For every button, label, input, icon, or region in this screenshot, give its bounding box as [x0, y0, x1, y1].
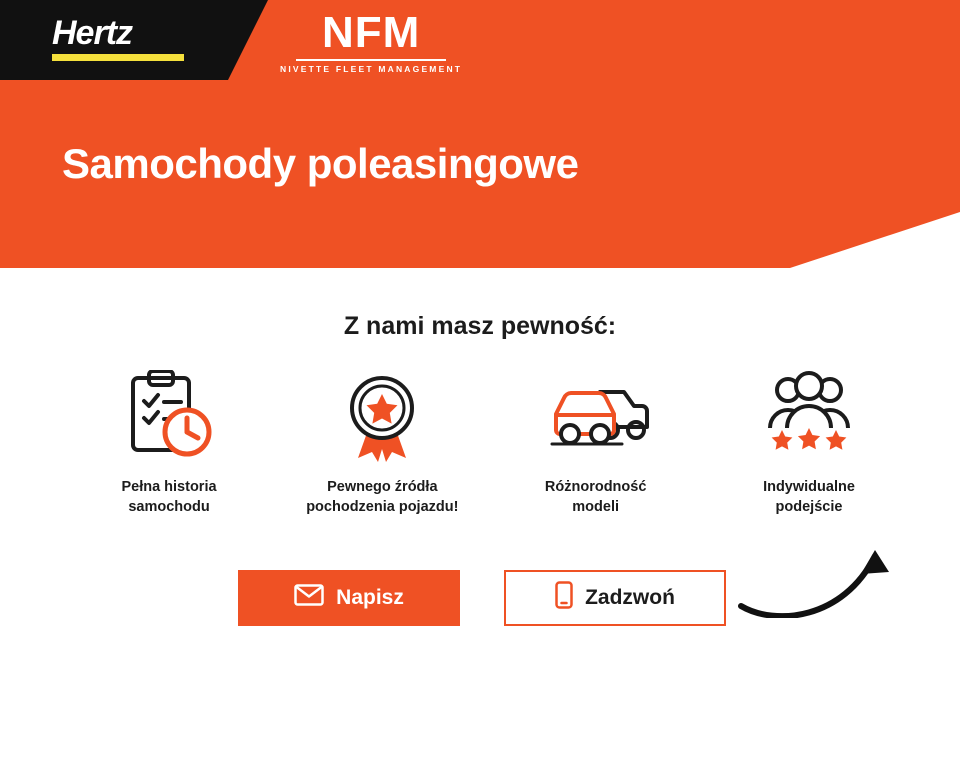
nfm-tagline: NIVETTE FLEET MANAGEMENT — [280, 64, 463, 75]
write-button-label: Napisz — [336, 586, 404, 609]
hertz-underline-bar — [52, 54, 184, 61]
feature-item — [287, 368, 477, 517]
feature-caption-line1: Pełna historia — [121, 479, 217, 495]
call-button-label: Zadzwoń — [585, 586, 675, 609]
feature-caption — [287, 478, 477, 517]
action-buttons — [238, 570, 726, 626]
curved-arrow-icon — [735, 528, 905, 623]
feature-caption — [714, 478, 904, 517]
phone-icon — [555, 581, 573, 615]
page-title: Samochody poleasingowe — [62, 140, 579, 187]
feature-caption-line2: samochodu — [128, 498, 210, 515]
feature-caption — [74, 478, 264, 517]
nfm-logo — [280, 10, 462, 74]
clipboard-clock-icon — [74, 368, 264, 464]
feature-list — [74, 368, 904, 517]
feature-caption-line2: podejście — [775, 498, 843, 515]
feature-caption — [501, 478, 691, 517]
feature-caption-line2: modeli — [572, 498, 620, 515]
feature-caption-line1: Różnorodność — [544, 479, 647, 495]
feature-caption-line1: Pewnego źródła — [327, 479, 438, 495]
write-button[interactable] — [238, 570, 460, 626]
hertz-wordmark: Hertz — [52, 14, 133, 52]
feature-caption-line1: Indywidualne — [763, 479, 855, 495]
feature-caption-line2: pochodzenia pojazdu! — [306, 498, 459, 515]
feature-item — [714, 368, 904, 517]
nfm-divider — [296, 59, 446, 61]
award-medal-icon — [287, 368, 477, 464]
subheading: Z nami masz pewność: — [343, 312, 617, 340]
hertz-logo — [52, 16, 184, 61]
feature-item — [74, 368, 264, 517]
feature-item — [501, 368, 691, 517]
people-stars-icon — [714, 368, 904, 464]
nfm-wordmark: NFM — [321, 8, 421, 57]
call-button[interactable] — [504, 570, 726, 626]
cars-icon — [501, 368, 691, 464]
envelope-icon — [294, 584, 324, 612]
